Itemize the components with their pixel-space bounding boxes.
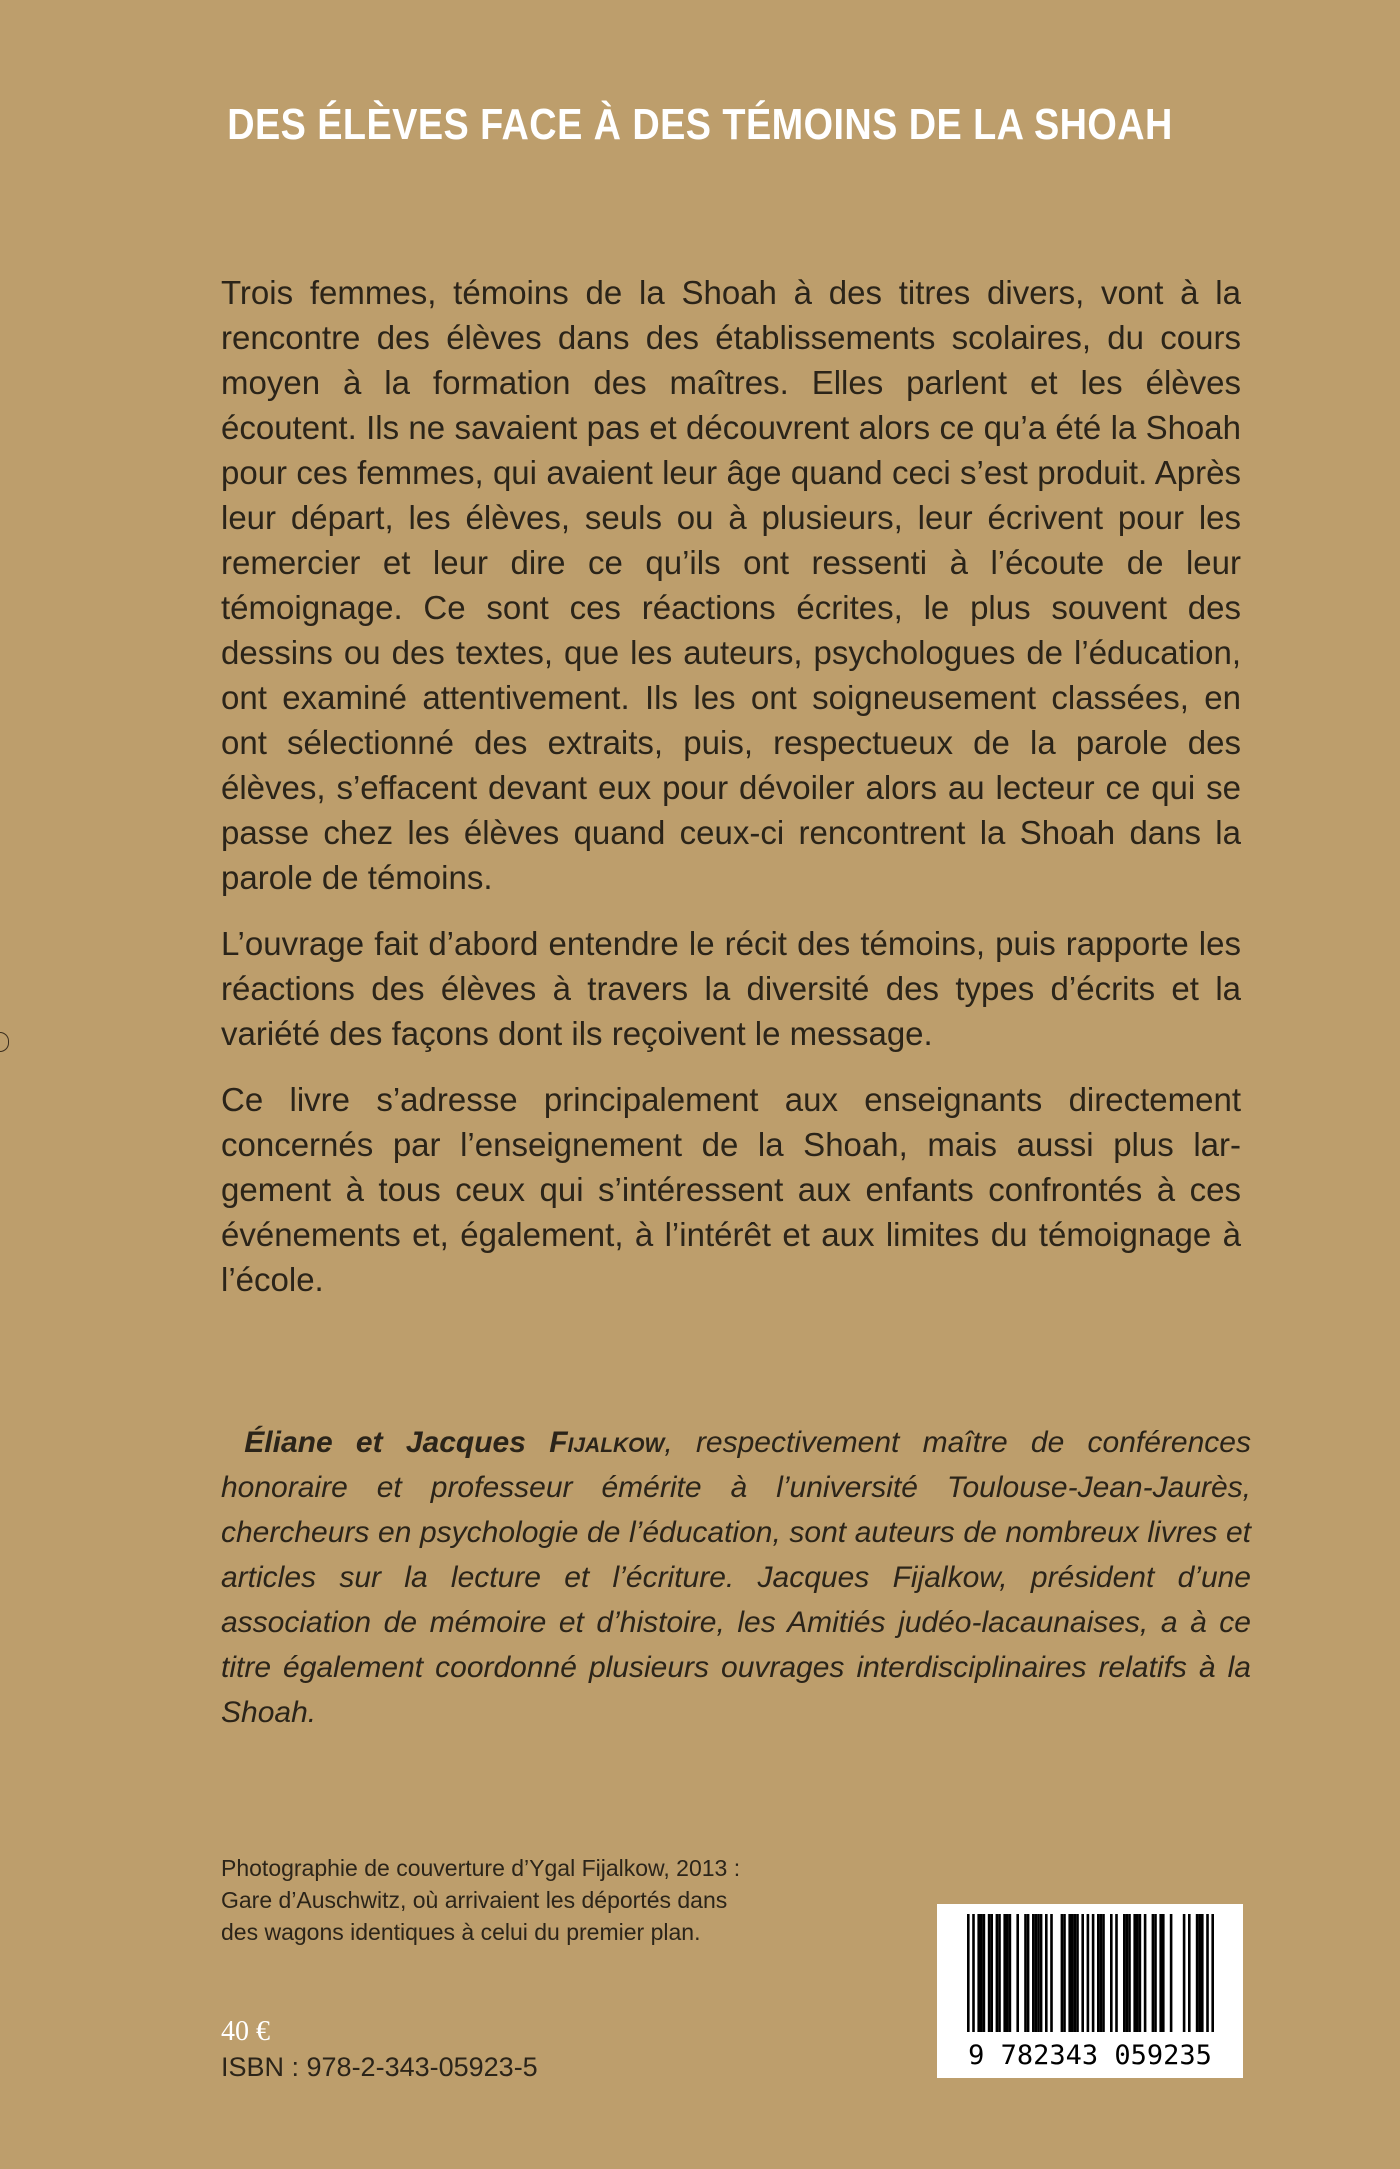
barcode-bar: [1211, 1914, 1214, 2032]
barcode-bar: [1152, 1914, 1155, 2032]
barcode-bar: [1009, 1914, 1012, 2032]
barcode-bar: [1003, 1914, 1006, 2032]
barcode-bar: [1037, 1914, 1040, 2032]
barcode-bar: [1183, 1914, 1186, 2032]
barcode-bar: [1087, 1914, 1090, 2032]
barcode-bar: [1110, 1914, 1113, 2032]
barcode-bar: [1016, 1914, 1019, 2032]
barcode-bar: [983, 1914, 986, 2032]
barcode-bar: [990, 1914, 993, 2032]
barcode-bar: [1136, 1914, 1139, 2032]
barcode-bar: [1061, 1914, 1064, 2032]
price: 40 €: [221, 2016, 270, 2047]
barcode-bar: [977, 1914, 980, 2032]
barcode-bar: [1201, 1914, 1204, 2032]
author-bio: [221, 1420, 1251, 1735]
barcode: [937, 1904, 1243, 2078]
barcode-bar: [1198, 1914, 1201, 2032]
barcode-bar: [1154, 1914, 1157, 2032]
barcode-bar: [1074, 1914, 1077, 2032]
barcode-graphic: [937, 1904, 1243, 2078]
barcode-bar: [1139, 1914, 1142, 2032]
barcode-bar: [1076, 1914, 1079, 2032]
author-surname: Fijalkow: [549, 1426, 665, 1459]
barcode-bar: [1068, 1914, 1071, 2032]
barcode-bar: [1188, 1914, 1191, 2032]
barcode-bar: [1006, 1914, 1009, 2032]
barcode-bar: [996, 1914, 999, 2032]
photo-credit-line-1: Photographie de couverture d’Ygal Fijalkow, 2013 :: [221, 1855, 741, 1881]
barcode-bars: [967, 1914, 1214, 2032]
author-bio-text: , respectivement maître de conférences honoraire et professeur émérite à l’université Toulouse-Jean-Jaurès, chercheurs en psychologie de l’éducation, sont auteurs de nombreux livres et articles sur la lecture et l’écriture. Jacques Fijalkow, président d’une association de mémoire et d’histoire, les Amitiés judéo-lacaunaises, a à ce titre également coordonné plusieurs ouvrages interdisciplinaires relatifs à la Shoah.: [221, 1426, 1251, 1729]
barcode-bar: [1133, 1914, 1136, 2032]
barcode-bar: [972, 1914, 975, 2032]
barcode-bar: [1024, 1914, 1027, 2032]
barcode-bar: [1050, 1914, 1053, 2032]
author-names: Éliane et Jacques: [244, 1426, 526, 1459]
barcode-bar: [1102, 1914, 1105, 2032]
barcode-bar: [1063, 1914, 1066, 2032]
barcode-bar: [980, 1914, 983, 2032]
photo-credit-line-3: des wagons identiques à celui du premier plan.: [221, 1919, 701, 1945]
barcode-bar: [1081, 1914, 1084, 2032]
barcode-bar: [1144, 1914, 1147, 2032]
barcode-bar: [1027, 1914, 1030, 2032]
barcode-bar: [967, 1914, 970, 2032]
blurb-paragraph-3: Ce livre s’adresse principalement aux enseignants directement concernés par l’enseignement de la Shoah, mais aussi plus largement à tous ceux qui s’intéressent aux enfants confrontés à ces événements et, également, à l’intérêt et aux limites du témoignage à l’école.: [221, 1081, 1241, 1298]
blurb-paragraph-1: Trois femmes, témoins de la Shoah à des titres divers, vont à la rencontre des élèves dans des établissements scolaires, du cours moyen à la formation des maîtres. Elles parlent et les élèves écoutent. Ils ne savaient pas et découvrent alors ce qu’a été la Shoah pour ces femmes, qui avaient leur âge quand ceci s’est produit. Après leur départ, les élèves, seuls ou à plusieurs, leur écrivent pour les remercier et leur dire ce qu’ils ont ressenti à l’écoute de leur témoignage. Ce sont ces réactions écrites, le plus souvent des dessins ou des textes, que les auteurs, psychologues de l’éducation, ont examiné attentivement. Ils les ont soigneusement classées, en ont sélectionné des extraits, puis, respectueux de la parole des élèves, s’effacent devant eux pour dévoiler alors au lecteur ce qui se passe chez les élèves quand ceux-ci rencontrent la Shoah dans la parole de témoins.: [221, 274, 1241, 896]
blurb-paragraph-2: L’ouvrage fait d’abord entendre le récit des témoins, puis rapporte les réactions des élèves à travers la diversité des types d’écrits et la variété des façons dont ils reçoivent le message.: [221, 925, 1241, 1052]
barcode-bar: [1128, 1914, 1131, 2032]
photo-credit-line-2: Gare d’Auschwitz, où arrivaient les déportés dans: [221, 1887, 728, 1913]
barcode-bar: [1045, 1914, 1048, 2032]
barcode-bar: [1092, 1914, 1095, 2032]
photo-credit: [221, 1852, 740, 1948]
barcode-bar: [988, 1914, 991, 2032]
barcode-bar: [1115, 1914, 1118, 2032]
barcode-bar: [1196, 1914, 1199, 2032]
isbn: ISBN : 978-2-343-05923-5: [221, 2052, 538, 2082]
barcode-bar: [1035, 1914, 1038, 2032]
barcode-bar: [1206, 1914, 1209, 2032]
barcode-bar: [1097, 1914, 1100, 2032]
book-title: DES ÉLÈVES FACE À DES TÉMOINS DE LA SHOAH: [227, 100, 1173, 149]
barcode-bar: [1126, 1914, 1129, 2032]
barcode-bar: [1170, 1914, 1173, 2032]
registration-mark: [0, 1032, 9, 1052]
back-cover-blurb: [221, 270, 1241, 1323]
barcode-bar: [1100, 1914, 1103, 2032]
barcode-bar: [1032, 1914, 1035, 2032]
barcode-bar: [1162, 1914, 1165, 2032]
barcode-bar: [1071, 1914, 1074, 2032]
barcode-bar: [998, 1914, 1001, 2032]
barcode-bar: [1159, 1914, 1162, 2032]
barcode-bar: [1123, 1914, 1126, 2032]
barcode-bar: [1040, 1914, 1043, 2032]
barcode-digits: 9 782343 059235: [968, 2040, 1212, 2071]
